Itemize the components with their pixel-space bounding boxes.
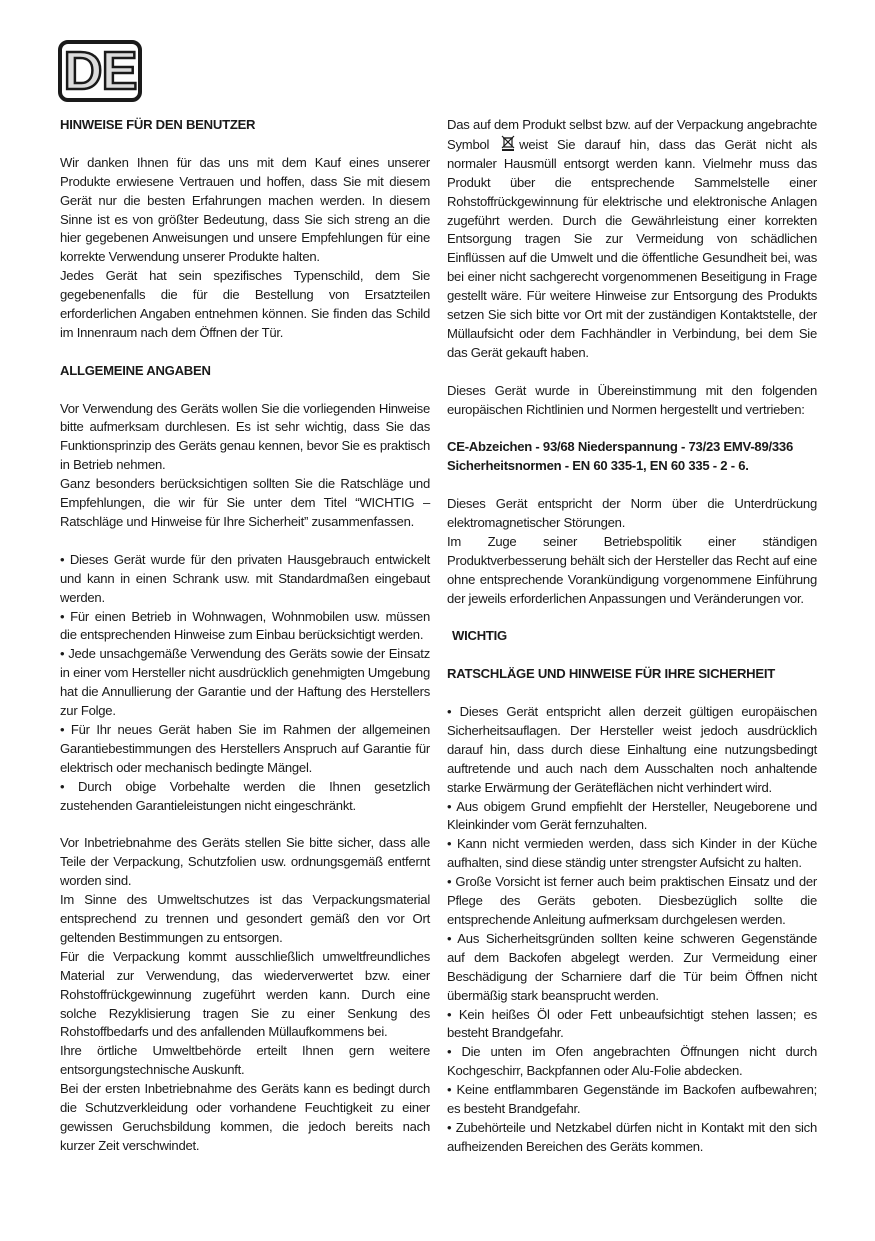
section-heading-important: WICHTIG xyxy=(452,628,507,644)
paragraph: Dieses Gerät entspricht der Norm über die Unterdrückung elektromagnetischer Störungen. xyxy=(447,496,817,530)
paragraph: Im Sinne des Umweltschutzes ist das Verpackungsmaterial entsprechend zu trennen und gesondert gemäß den vor Ort geltenden Bestimmungen zu entsorgen. xyxy=(60,892,430,945)
disposal-text-end: weist Sie darauf hin, dass das Gerät nicht als normaler Hausmüll entsorgt werden kann. Vielmehr muss das Produkt über die entsprechende Sammelstelle einer Rohstoffrückgewinnung für elektrische und elektronische Anlagen zugeführt werden. Durch die Gewährleistung einer korrekten Entsorgung tragen Sie zur Vermeidung von schädlichen Einflüssen auf die Umwelt und die öffentliche Gesundheit bei, was bei einer nicht sachgerecht vorgenommenen Beseitigung in Frage gestellt wäre. Für weitere Hinweise zur Entsorgung des Produkts setzen Sie sich bitte vor Ort mit der zuständigen Kontaktstelle, der Müllaufsicht oder dem Fachhändler in Verbindung, bei dem Sie das Gerät gekauft haben. xyxy=(447,136,817,360)
paragraph: Wir danken Ihnen für das uns mit dem Kauf eines unserer Produkte erwiesene Vertrauen und hoffen, dass Sie mit diesem Gerät nur die besten Erfahrungen machen werden. In diesem Sinne ist es von größter Bedeutung, dass Sie sich streng an die hier gegebenen Anweisungen und unsere Empfehlungen für eine korrekte Verwendung unserer Produkte halten. xyxy=(60,154,430,265)
paragraph: Vor Verwendung des Geräts wollen Sie die vorliegenden Hinweise bitte aufmerksam durchlesen. Es ist sehr wichtig, dass Sie das Funktionsprinzip des Geräts genau kennen, bevor Sie es praktisch in Betrieb nehmen. xyxy=(60,400,430,473)
bullet-item: • Kann nicht vermieden werden, dass sich Kinder in der Küche aufhalten, sind diese ständig unter strengster Aufsicht zu halten. xyxy=(447,836,817,871)
language-badge: DE xyxy=(58,40,142,102)
paragraph: Ganz besonders berücksichtigen sollten Sie die Ratschläge und Empfehlungen, die wir für Sie unter dem Titel “WICHTIG – Ratschläge und Hinweise für Ihre Sicherheit” zusammenfassen. xyxy=(60,476,430,529)
paragraph: Vor Inbetriebnahme des Geräts stellen Sie bitte sicher, dass alle Teile der Verpackung, Schutzfolien usw. ordnungsgemäß entfernt worden sind. xyxy=(60,835,430,889)
paragraph: Ihre örtliche Umweltbehörde erteilt Ihnen gern weitere entsorgungstechnische Auskunft. xyxy=(60,1043,430,1078)
bullet-item: • Aus Sicherheitsgründen sollten keine schweren Gegenstände auf dem Backofen abgelegt werden. Zur Vermeidung einer Beschädigung der Scharniere darf die Tür beim Öffnen nicht übermäßig stark beansprucht werden. xyxy=(447,930,817,1003)
section-heading-safety: RATSCHLÄGE UND HINWEISE FÜR IHRE SICHERHEIT xyxy=(447,666,775,682)
bullet-item: • Zubehörteile und Netzkabel dürfen nicht in Kontakt mit den sich aufheizenden Bereichen des Geräts kommen. xyxy=(447,1119,817,1154)
safety-standards-line: Sicherheitsnormen - EN 60 335-1, EN 60 335 - 2 - 6. xyxy=(447,458,749,474)
paragraph: Dieses Gerät wurde in Übereinstimmung mit den folgenden europäischen Richtlinien und Normen hergestellt und vertrieben: xyxy=(447,382,817,417)
paragraph-disposal xyxy=(447,116,817,363)
bullet-item: • Durch obige Vorbehalte werden die Ihnen gesetzlich zustehenden Garantieleistungen nicht eingeschränkt. xyxy=(60,778,430,813)
bullet-item: • Jede unsachgemäße Verwendung des Geräts sowie der Einsatz in einer vom Hersteller nicht ausdrücklich genehmigten Umgebung hat die Annullierung der Garantie und der Haftung des Herstellers zur Folge. xyxy=(60,646,430,719)
disposal-text-start: Das auf dem Produkt selbst bzw. auf der Verpackung angebrachte Symbol xyxy=(447,117,817,152)
bullet-item: • Für Ihr neues Gerät haben Sie im Rahmen der allgemeinen Garantiebestimmungen des Herstellers Anspruch auf Garantie für elektrisch oder mechanisch bedingte Mängel. xyxy=(60,721,430,775)
bullet-item: • Dieses Gerät wurde für den privaten Hausgebrauch entwickelt und kann in einen Schrank usw. mit Standardmaßen eingebaut werden. xyxy=(60,551,430,605)
bullet-item: • Für einen Betrieb in Wohnwagen, Wohnmobilen usw. müssen die entsprechenden Hinweise zum Einbau berücksichtigt werden. xyxy=(60,608,430,643)
right-column xyxy=(447,116,817,1157)
bullet-item: • Kein heißes Öl oder Fett unbeaufsichtigt stehen lassen; es besteht Brandgefahr. xyxy=(447,1006,817,1041)
ce-marking-line: CE-Abzeichen - 93/68 Niederspannung - 73/23 EMV-89/336 xyxy=(447,439,793,455)
bullet-item: • Aus obigem Grund empfiehlt der Hersteller, Neugeborene und Kleinkinder vom Gerät fernzuhalten. xyxy=(447,798,817,833)
bullet-item: • Keine entflammbaren Gegenstände im Backofen aufbewahren; es besteht Brandgefahr. xyxy=(447,1082,817,1117)
bullet-item: • Die unten im Ofen angebrachten Öffnungen nicht durch Kochgeschirr, Backpfannen oder Alu-Folie abdecken. xyxy=(447,1044,817,1079)
crossed-bin-icon xyxy=(501,135,515,151)
bullet-item: • Große Vorsicht ist ferner auch beim praktischen Einsatz und der Pflege des Geräts geboten. Diesbezüglich sollte die entsprechende Anleitung aufmerksam durchgelesen werden. xyxy=(447,874,817,927)
paragraph: Für die Verpackung kommt ausschließlich umweltfreundliches Material zur Verwendung, das wiederverwertet bzw. einer Rohstoffrückgewinnung zugeführt werden kann. Durch eine solche Rezyklisierung tragen Sie zu einer Senkung des Rohstoffbedarfs und des anfallenden Müllaufkommens bei. xyxy=(60,948,430,1040)
left-column xyxy=(60,116,430,1156)
paragraph: Bei der ersten Inbetriebnahme des Geräts kann es bedingt durch die Schutzverkleidung oder vorhandene Feuchtigkeit zu einer gewissen Geruchsbildung kommen, die jedoch bereits nach kurzer Zeit verschwindet. xyxy=(60,1081,430,1153)
section-heading-general: ALLGEMEINE ANGABEN xyxy=(60,362,211,378)
paragraph: Im Zuge seiner Betriebspolitik einer ständigen Produktverbesserung behält sich der Hersteller das Recht auf eine ohne entsprechende Vorankündigung vorgenommene Einführung der jeweils erforderlichen Anpassungen und Veränderungen vor. xyxy=(447,533,817,606)
paragraph: Jedes Gerät hat sein spezifisches Typenschild, dem Sie gegebenenfalls die für die Bestellung von Ersatzteilen erforderlichen Angaben entnehmen können. Sie finden das Schild im Innenraum nach dem Öffnen der Tür. xyxy=(60,268,430,340)
section-heading-users: HINWEISE FÜR DEN BENUTZER xyxy=(60,117,256,132)
bullet-item: • Dieses Gerät entspricht allen derzeit gültigen europäischen Sicherheitsauflagen. Der Hersteller weist jedoch ausdrücklich darauf hin, dass durch diese Einhaltung eine nutzungsbedingt auftretende und auch nach dem Ausschalten noch anhaltende starke Erwärmung der Geräteflächen nicht verhindert wird. xyxy=(447,704,817,795)
